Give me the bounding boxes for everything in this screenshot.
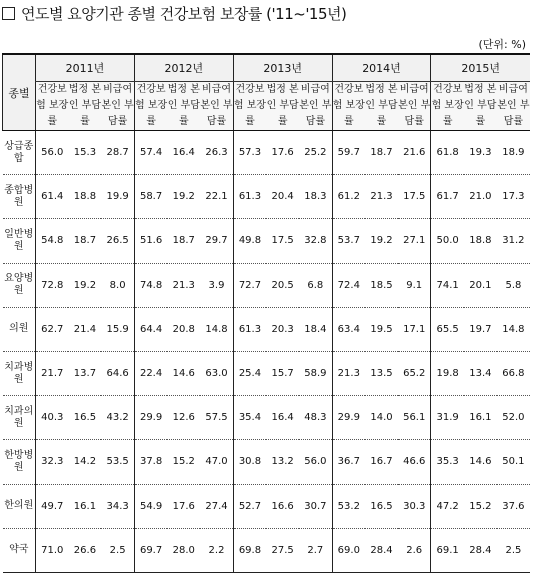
table-cell: 3.9 xyxy=(200,263,233,307)
table-cell: 28.0 xyxy=(167,528,200,572)
year-header: 2012년 xyxy=(134,54,233,82)
row-label: 한의원 xyxy=(3,484,36,528)
table-cell: 65.5 xyxy=(431,307,464,351)
table-cell: 14.8 xyxy=(200,307,233,351)
unit-label: (단위: %) xyxy=(478,38,526,51)
table-cell: 72.8 xyxy=(36,263,69,307)
table-cell: 14.2 xyxy=(68,440,101,484)
table-cell: 52.0 xyxy=(497,396,530,440)
table-cell: 22.4 xyxy=(134,351,167,395)
row-label: 상급종합 xyxy=(3,131,36,175)
table-cell: 49.8 xyxy=(233,219,266,263)
table-cell: 35.3 xyxy=(431,440,464,484)
table-cell: 19.2 xyxy=(167,175,200,219)
table-cell: 21.6 xyxy=(398,131,431,175)
table-cell: 5.8 xyxy=(497,263,530,307)
table-cell: 21.3 xyxy=(332,351,365,395)
table-cell: 20.8 xyxy=(167,307,200,351)
table-cell: 2.5 xyxy=(101,528,134,572)
table-cell: 59.7 xyxy=(332,131,365,175)
year-header: 2013년 xyxy=(233,54,332,82)
table-cell: 50.0 xyxy=(431,219,464,263)
table-cell: 58.7 xyxy=(134,175,167,219)
table-cell: 2.7 xyxy=(299,528,332,572)
row-label: 의원 xyxy=(3,307,36,351)
table-cell: 54.9 xyxy=(134,484,167,528)
table-cell: 29.7 xyxy=(200,219,233,263)
subcolumn-header: 건강보험 보장률 xyxy=(134,82,167,131)
table-cell: 57.3 xyxy=(233,131,266,175)
table-cell: 15.7 xyxy=(266,351,299,395)
table-cell: 13.4 xyxy=(464,351,497,395)
table-cell: 16.5 xyxy=(68,396,101,440)
table-cell: 20.3 xyxy=(266,307,299,351)
subcolumn-header: 건강보험 보장률 xyxy=(431,82,464,131)
subcolumn-header: 비급여 본인 부담률 xyxy=(200,82,233,131)
table-cell: 19.3 xyxy=(464,131,497,175)
table-cell: 17.5 xyxy=(266,219,299,263)
table-cell: 16.1 xyxy=(68,484,101,528)
table-cell: 9.1 xyxy=(398,263,431,307)
table-cell: 74.1 xyxy=(431,263,464,307)
table-cell: 17.6 xyxy=(266,131,299,175)
table-cell: 20.4 xyxy=(266,175,299,219)
table-cell: 30.7 xyxy=(299,484,332,528)
table-cell: 6.8 xyxy=(299,263,332,307)
table-cell: 37.6 xyxy=(497,484,530,528)
category-header: 종별 xyxy=(3,54,36,131)
table-cell: 17.3 xyxy=(497,175,530,219)
subcolumn-header: 비급여 본인 부담률 xyxy=(497,82,530,131)
table-cell: 56.0 xyxy=(299,440,332,484)
table-cell: 27.4 xyxy=(200,484,233,528)
table-cell: 15.2 xyxy=(167,440,200,484)
subcolumn-header: 법정 본인 부담률 xyxy=(266,82,299,131)
subcolumn-header: 법정 본인 부담률 xyxy=(167,82,200,131)
table-cell: 25.2 xyxy=(299,131,332,175)
table-cell: 16.5 xyxy=(365,484,398,528)
table-cell: 69.1 xyxy=(431,528,464,572)
row-label: 약국 xyxy=(3,528,36,572)
table-cell: 15.3 xyxy=(68,131,101,175)
table-cell: 21.7 xyxy=(36,351,69,395)
table-cell: 19.2 xyxy=(365,219,398,263)
table-cell: 26.6 xyxy=(68,528,101,572)
table-cell: 43.2 xyxy=(101,396,134,440)
subcolumn-header: 건강보험 보장률 xyxy=(36,82,69,131)
table-cell: 54.8 xyxy=(36,219,69,263)
subcolumn-header: 비급여 본인 부담률 xyxy=(398,82,431,131)
table-cell: 58.9 xyxy=(299,351,332,395)
table-cell: 64.4 xyxy=(134,307,167,351)
table-cell: 40.3 xyxy=(36,396,69,440)
table-cell: 18.7 xyxy=(365,131,398,175)
table-cell: 61.3 xyxy=(233,175,266,219)
table-cell: 52.7 xyxy=(233,484,266,528)
table-cell: 26.3 xyxy=(200,131,233,175)
table-cell: 63.4 xyxy=(332,307,365,351)
table-cell: 22.1 xyxy=(200,175,233,219)
table-cell: 56.1 xyxy=(398,396,431,440)
table-row xyxy=(3,307,531,351)
table-cell: 61.3 xyxy=(233,307,266,351)
row-label: 치과병원 xyxy=(3,351,36,395)
table-cell: 21.3 xyxy=(365,175,398,219)
table-cell: 32.3 xyxy=(36,440,69,484)
table-cell: 15.9 xyxy=(101,307,134,351)
row-label: 한방병원 xyxy=(3,440,36,484)
table-cell: 17.5 xyxy=(398,175,431,219)
table-cell: 69.7 xyxy=(134,528,167,572)
table-cell: 25.4 xyxy=(233,351,266,395)
table-cell: 29.9 xyxy=(332,396,365,440)
table-cell: 13.5 xyxy=(365,351,398,395)
table-row xyxy=(3,131,531,175)
table-cell: 69.8 xyxy=(233,528,266,572)
table-cell: 16.6 xyxy=(266,484,299,528)
subcolumn-header: 건강보험 보장률 xyxy=(233,82,266,131)
table-cell: 32.8 xyxy=(299,219,332,263)
table-cell: 57.5 xyxy=(200,396,233,440)
table-row xyxy=(3,175,531,219)
table-row xyxy=(3,440,531,484)
subcolumn-header: 법정 본인 부담률 xyxy=(464,82,497,131)
year-header: 2011년 xyxy=(36,54,135,82)
table-cell: 2.2 xyxy=(200,528,233,572)
table-cell: 31.2 xyxy=(497,219,530,263)
table-cell: 18.9 xyxy=(497,131,530,175)
table-row xyxy=(3,263,531,307)
table-cell: 17.1 xyxy=(398,307,431,351)
table-cell: 61.8 xyxy=(431,131,464,175)
table-cell: 53.5 xyxy=(101,440,134,484)
table-cell: 8.0 xyxy=(101,263,134,307)
table-cell: 14.0 xyxy=(365,396,398,440)
table-cell: 16.4 xyxy=(266,396,299,440)
table-cell: 18.8 xyxy=(68,175,101,219)
table-cell: 56.0 xyxy=(36,131,69,175)
table-row xyxy=(3,219,531,263)
table-cell: 19.8 xyxy=(431,351,464,395)
table-cell: 14.6 xyxy=(464,440,497,484)
table-cell: 48.3 xyxy=(299,396,332,440)
table-cell: 12.6 xyxy=(167,396,200,440)
table-cell: 62.7 xyxy=(36,307,69,351)
table-cell: 27.1 xyxy=(398,219,431,263)
table-cell: 18.8 xyxy=(464,219,497,263)
subcolumn-header: 비급여 본인 부담률 xyxy=(299,82,332,131)
table-cell: 18.3 xyxy=(299,175,332,219)
table-cell: 74.8 xyxy=(134,263,167,307)
table-cell: 15.2 xyxy=(464,484,497,528)
table-cell: 61.7 xyxy=(431,175,464,219)
table-cell: 28.4 xyxy=(464,528,497,572)
table-cell: 18.7 xyxy=(167,219,200,263)
table-cell: 53.2 xyxy=(332,484,365,528)
table-cell: 30.8 xyxy=(233,440,266,484)
table-row xyxy=(3,396,531,440)
table-cell: 57.4 xyxy=(134,131,167,175)
table-cell: 18.7 xyxy=(68,219,101,263)
table-cell: 2.5 xyxy=(497,528,530,572)
year-header: 2014년 xyxy=(332,54,431,82)
table-title xyxy=(2,3,346,23)
table-cell: 26.5 xyxy=(101,219,134,263)
table-cell: 28.4 xyxy=(365,528,398,572)
subcolumn-header: 법정 본인 부담률 xyxy=(365,82,398,131)
table-cell: 13.7 xyxy=(68,351,101,395)
table-cell: 49.7 xyxy=(36,484,69,528)
table-row xyxy=(3,484,531,528)
table-cell: 47.2 xyxy=(431,484,464,528)
title-text: 연도별 요양기관 종별 건강보험 보장률 ('11~'15년) xyxy=(21,4,347,23)
table-cell: 72.4 xyxy=(332,263,365,307)
table-cell: 51.6 xyxy=(134,219,167,263)
table-cell: 14.6 xyxy=(167,351,200,395)
table-cell: 47.0 xyxy=(200,440,233,484)
row-label: 요양병원 xyxy=(3,263,36,307)
table-cell: 20.5 xyxy=(266,263,299,307)
table-cell: 16.7 xyxy=(365,440,398,484)
table-cell: 27.5 xyxy=(266,528,299,572)
table-cell: 61.4 xyxy=(36,175,69,219)
table-cell: 37.8 xyxy=(134,440,167,484)
table-cell: 19.9 xyxy=(101,175,134,219)
table-cell: 71.0 xyxy=(36,528,69,572)
table-row xyxy=(3,528,531,572)
table-cell: 63.0 xyxy=(200,351,233,395)
table-cell: 18.4 xyxy=(299,307,332,351)
table-cell: 35.4 xyxy=(233,396,266,440)
table-cell: 53.7 xyxy=(332,219,365,263)
table-cell: 36.7 xyxy=(332,440,365,484)
table-cell: 20.1 xyxy=(464,263,497,307)
table-cell: 14.8 xyxy=(497,307,530,351)
table-cell: 64.6 xyxy=(101,351,134,395)
table-cell: 34.3 xyxy=(101,484,134,528)
year-header: 2015년 xyxy=(431,54,530,82)
table-cell: 61.2 xyxy=(332,175,365,219)
coverage-table xyxy=(2,53,530,573)
row-label: 일반병원 xyxy=(3,219,36,263)
table-cell: 66.8 xyxy=(497,351,530,395)
table-cell: 16.1 xyxy=(464,396,497,440)
table-cell: 28.7 xyxy=(101,131,134,175)
subcolumn-header: 법정 본인 부담률 xyxy=(68,82,101,131)
table-cell: 2.6 xyxy=(398,528,431,572)
table-cell: 18.5 xyxy=(365,263,398,307)
subcolumn-header: 비급여 본인 부담률 xyxy=(101,82,134,131)
table-cell: 21.0 xyxy=(464,175,497,219)
table-cell: 21.4 xyxy=(68,307,101,351)
table-cell: 65.2 xyxy=(398,351,431,395)
table-cell: 31.9 xyxy=(431,396,464,440)
table-cell: 29.9 xyxy=(134,396,167,440)
row-label: 치과의원 xyxy=(3,396,36,440)
checkbox-icon xyxy=(2,7,15,20)
row-label: 종합병원 xyxy=(3,175,36,219)
table-cell: 19.2 xyxy=(68,263,101,307)
table-cell: 30.3 xyxy=(398,484,431,528)
table-cell: 19.7 xyxy=(464,307,497,351)
subcolumn-header: 건강보험 보장률 xyxy=(332,82,365,131)
table-cell: 46.6 xyxy=(398,440,431,484)
table-cell: 69.0 xyxy=(332,528,365,572)
table-cell: 16.4 xyxy=(167,131,200,175)
table-cell: 17.6 xyxy=(167,484,200,528)
table-cell: 72.7 xyxy=(233,263,266,307)
table-cell: 21.3 xyxy=(167,263,200,307)
table-row xyxy=(3,351,531,395)
table-cell: 13.2 xyxy=(266,440,299,484)
table-cell: 19.5 xyxy=(365,307,398,351)
table-cell: 50.1 xyxy=(497,440,530,484)
